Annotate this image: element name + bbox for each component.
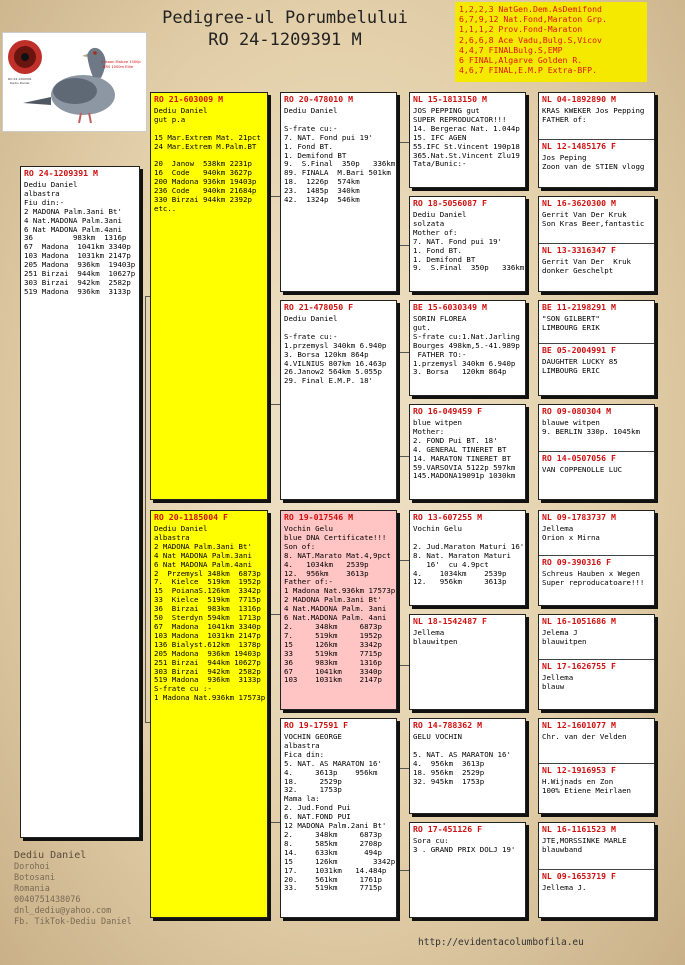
fmf-details: SORIN FLOREA gut. S-frate cu:1.Nat.Jarling Bourges 498km,5.-41.989p FATHER TO:- 1.przemysl 340km 6.940p 3. Borsa 120km 864p [413,314,520,377]
gen5-details-10: Schreus Hauben x Wegen Super reproducatoare!!! [542,569,645,587]
photo-stamp-line2: Dediu Daniel [10,81,30,85]
page-title: Pedigree-ul Porumbelului [162,8,408,28]
mff-ring: RO 13-607255 M [413,512,483,522]
fmm-card[interactable] [409,404,526,500]
fmm-ring: RO 16-049459 F [413,406,483,416]
mff-card[interactable] [409,510,526,606]
owner-city: Dorohoi [14,862,50,872]
owner-name: Dediu Daniel [14,850,87,861]
gen5-card-2[interactable] [538,196,655,292]
mmf-card[interactable] [409,718,526,814]
gen5-details-13: Chr. van der Velden [542,732,627,741]
mother-details: Dediu Daniel albastra 2 MADONA Palm.3ani Bt' 4 Nat MADONA Palm.3ani 6 Nat MADONA Palm.4ani 2 Przemysl 348km 6873p 7. Kielce 519km 1952p 15 PoianaS.126km 3342p 33 Kielce 519km 7715p 36 Birzai 983km 1316p 50 Sterdyn 594km 1713p 67 Madona 1041km 3340p 103 Madona 1031km 2147p 136 Bialyst.612km 1378p 205 Madona 936km 19403p 251 Birzai 944km 10627p 303 Birzai 942km 2582p 519 Madona 936km 3133p S-frate cu :- 1 Madona Nat.936km 17573p [154,524,266,703]
mf-card[interactable] [280,510,397,710]
gen5-details-12: Jellema blauw [542,673,574,691]
gen5-details-11: Jelema J blauwitpen [542,628,587,646]
mfm-ring: NL 18-1542487 F [413,616,487,626]
subject-ring: RO 24-1209391 M [24,168,98,178]
mm-card[interactable] [280,718,397,918]
gen5-details-6: DAUGHTER LUCKY 85 LIMBOURG ERIC [542,357,618,375]
gen5-card-5[interactable] [538,510,655,606]
gen5-ring-5: BE 11-2198291 M [542,302,616,312]
father-ring: RO 21-603009 M [154,94,224,104]
father-details: Dediu Daniel gut p.a 15 Mar.Extrem Mat. 21pct 24 Mar.Extrem M.Palm.BT 20 Janow 538km 2231p 16 Code 940km 3627p 200 Madona 936km 19403p 236 Code 940km 21684p 330 Birzai 944km 2392p etc.. [154,106,261,213]
gen5-ring-1: NL 04-1892890 M [542,94,616,104]
subject-card[interactable] [20,166,140,838]
gen5-details-2: Jos Peping Zoon van de STIEN vlogg [542,153,645,171]
gen5-ring-12: NL 17-1626755 F [542,661,616,671]
fmm-details: blue witpen Mother: 2. FOND Pui BT. 18' 4. GENERAL TINERET BT 14. MARATON TINERET BT 59.VARSOVIA 5122p 597km 145.MADONA19091p 1030km [413,418,516,481]
gen5-ring-4: NL 13-3316347 F [542,245,616,255]
fm-card[interactable] [280,300,397,500]
gen5-details-9: Jellema Orion x Mirna [542,524,600,542]
mfm-card[interactable] [409,614,526,710]
ffm-details: Dediu Daniel solzata Mother of: 7. NAT. Fond pui 19' 1. Fond BT. 1. Demifond BT 9. S.Final 350p 336km [413,210,525,273]
gen5-card-7[interactable] [538,718,655,814]
owner-social: Fb. TikTok-Dediu Daniel [14,917,132,927]
gen5-ring-9: NL 09-1783737 M [542,512,616,522]
gen5-ring-6: BE 05-2004991 F [542,345,616,355]
ffm-card[interactable] [409,196,526,292]
photo-badge-line1: 1 Ieoan Mature 1500p [101,60,141,64]
subject-ring-title: RO 24-1209391 M [208,30,362,50]
gen5-details-14: H.Wijnads en Zon 100% Etiene Meirlaen [542,777,631,795]
mf-ring: RO 19-017546 M [284,512,354,522]
mm-details: VOCHIN GEORGE albastra Fica din: 5. NAT. AS MARATON 16' 4. 3613p 956km 18. 2529p 32. 1753p Mama la: 2. Jud.Fond Pui 6. NAT.FOND PUI 12 MADONA Palm.2ani Bt' 2. 348km 6873p 8. 585km 2708p 14. 633km 494p 15 126km 3342p 17. 1031km 14.484p 20. 561km 1761p 33. 519km 7715p [284,732,396,893]
gen5-ring-8: RO 14-0507056 F [542,453,616,463]
fm-details: Dediu Daniel S-frate cu:- 1.przemysl 340km 6.940p 3. Borsa 120km 864p 4.VILNIUS 807km 16.463p 26.Janow2 564km 5.055p 29. Final E.M.P. 18' [284,314,387,386]
mmm-ring: RO 17-451126 F [413,824,483,834]
gen5-ring-7: RO 09-080304 M [542,406,612,416]
owner-county: Botosani [14,873,55,883]
gen5-details-15: JTE,MORSSINKE MARLE blauwband [542,836,627,854]
gen5-ring-15: NL 16-1161523 M [542,824,616,834]
subject-details: Dediu Daniel albastra Fiu din:- 2 MADONA Palm.3ani Bt' 4 Nat.MADONA Palm.3ani 6 Nat MADONA Palm.4ani 36 983km 1316p 67 Madona 1041km 3340p 103 Madona 1031km 2147p 205 Madona 936km 19403p 251 Birzai 944km 10627p 303 Birzai 942km 2582p 519 Madona 936km 3133p [24,180,136,296]
mm-ring: RO 19-17591 F [284,720,349,730]
fmf-ring: BE 15-6030349 M [413,302,487,312]
mff-details: Vochin Gelu 2. Jud.Maraton Maturi 16' 8. Nat. Maraton Maturi 16' cu 4.9pct 4. 1034km 2539p 12. 956km 3613p [413,524,525,587]
mother-ring: RO 20-1185004 F [154,512,228,522]
footer-url[interactable]: http://evidentacolumbofila.eu [418,937,584,948]
father-card[interactable] [150,92,268,500]
ffm-ring: RO 18-5056087 F [413,198,487,208]
gen5-details-7: blauwe witpen 9. BERLIN 330p. 1045km [542,418,640,436]
fmf-card[interactable] [409,300,526,396]
gen5-details-8: VAN COPPENOLLE LUC [542,465,623,474]
fff-card[interactable] [409,92,526,188]
gen5-ring-3: NL 16-3620300 M [542,198,616,208]
gen5-details-1: KRAS KWEKER Jos Pepping FATHER of: [542,106,645,124]
owner-country: Romania [14,884,50,894]
gen5-card-8[interactable] [538,822,655,918]
fm-ring: RO 21-478050 F [284,302,354,312]
mf-details: Vochin Gelu blue DNA Certificate!!! Son of: 8. NAT.Marato Mat.4,9pct 4. 1034km 2539p 12. 956km 3613p Father of:- 1 Madona Nat.936km 17573p 2 MADONA Palm.3ani Bt' 4 Nat.MADONA Palm. 3ani 6 Nat.MADONA Palm. 4ani 2. 348km 6873p 7. 519km 1952p 15 126km 3342p 33 519km 7715p 36 983km 1316p 67 1041km 3340p 103 1031km 2147p [284,524,396,685]
gen5-details-4: Gerrit Van Der Kruk donker Geschelpt [542,257,631,275]
owner-phone: 0040751438076 [14,895,81,905]
gen5-ring-16: NL 09-1653719 F [542,871,616,881]
fff-details: JOS PEPPING gut SUPER REPRODUCATOR!!! 14. Bergerac Nat. 1.044p 15. IFC AGEN 55.IFC St.Vincent 190p18 365.Nat.St.Vincent Zlu19 Tata/Bunic:- [413,106,520,169]
results-summary: 1,2,2,3 NatGen.Dem.AsDemifond 6,7,9,12 Nat.Fond,Maraton Grp. 1,1,1,2 Prov.Fond-Maraton 2,6,6,8 Ace Vadu,Bulg.S,Vicov 4,4,7 FINALBulg.S,EMP 6 FINAL,Algarve Golden R. 4,6,7 FINAL,E.M.P Extra-BFP. [455,2,647,82]
gen5-ring-10: RO 09-390316 F [542,557,612,567]
photo-badge-line2: BRS 1000m Elite [103,65,134,69]
gen5-details-3: Gerrit Van Der Kruk Son Kras Beer,fantastic [542,210,645,228]
ff-card[interactable] [280,92,397,292]
pigeon-photo [2,32,147,132]
photo-stamp-line1: RO 24-1209391 [8,77,32,81]
owner-email[interactable]: dnl_dediu@yahoo.com [14,906,112,916]
mmm-details: Sora cu: 3 . GRAND PRIX DOLJ 19' [413,836,516,854]
gen5-ring-14: NL 12-1916953 F [542,765,616,775]
gen5-ring-11: NL 16-1051686 M [542,616,616,626]
ff-ring: RO 20-478010 M [284,94,354,104]
gen5-card-3[interactable] [538,300,655,396]
gen5-card-4[interactable] [538,404,655,500]
mother-card[interactable] [150,510,268,918]
gen5-details-5: "SON GILBERT" LIMBOURG ERIK [542,314,600,332]
gen5-details-16: Jellema J. [542,883,587,892]
mmf-details: GELU VOCHIN 5. NAT. AS MARATON 16' 4. 956km 3613p 18. 956km 2529p 32. 945km 1753p [413,732,511,786]
gen5-card-6[interactable] [538,614,655,710]
fff-ring: NL 15-1813150 M [413,94,487,104]
ff-details: Dediu Daniel S-frate cu:- 7. NAT. Fond pui 19' 1. Fond BT. 1. Demifond BT 9. S.Final 350p 336km 89. FINALA M.Bari 501km 18. 1226p 574km 23. 1485p 340km 42. 1324p 546km [284,106,396,205]
gen5-card-1[interactable] [538,92,655,188]
gen5-ring-13: NL 12-1601077 M [542,720,616,730]
owner-contact [14,850,132,928]
mfm-details: Jellema blauwitpen [413,628,458,646]
mmf-ring: RO 14-788362 M [413,720,483,730]
gen5-ring-2: NL 12-1485176 F [542,141,616,151]
pigeon-image [3,33,147,132]
mmm-card[interactable] [409,822,526,918]
